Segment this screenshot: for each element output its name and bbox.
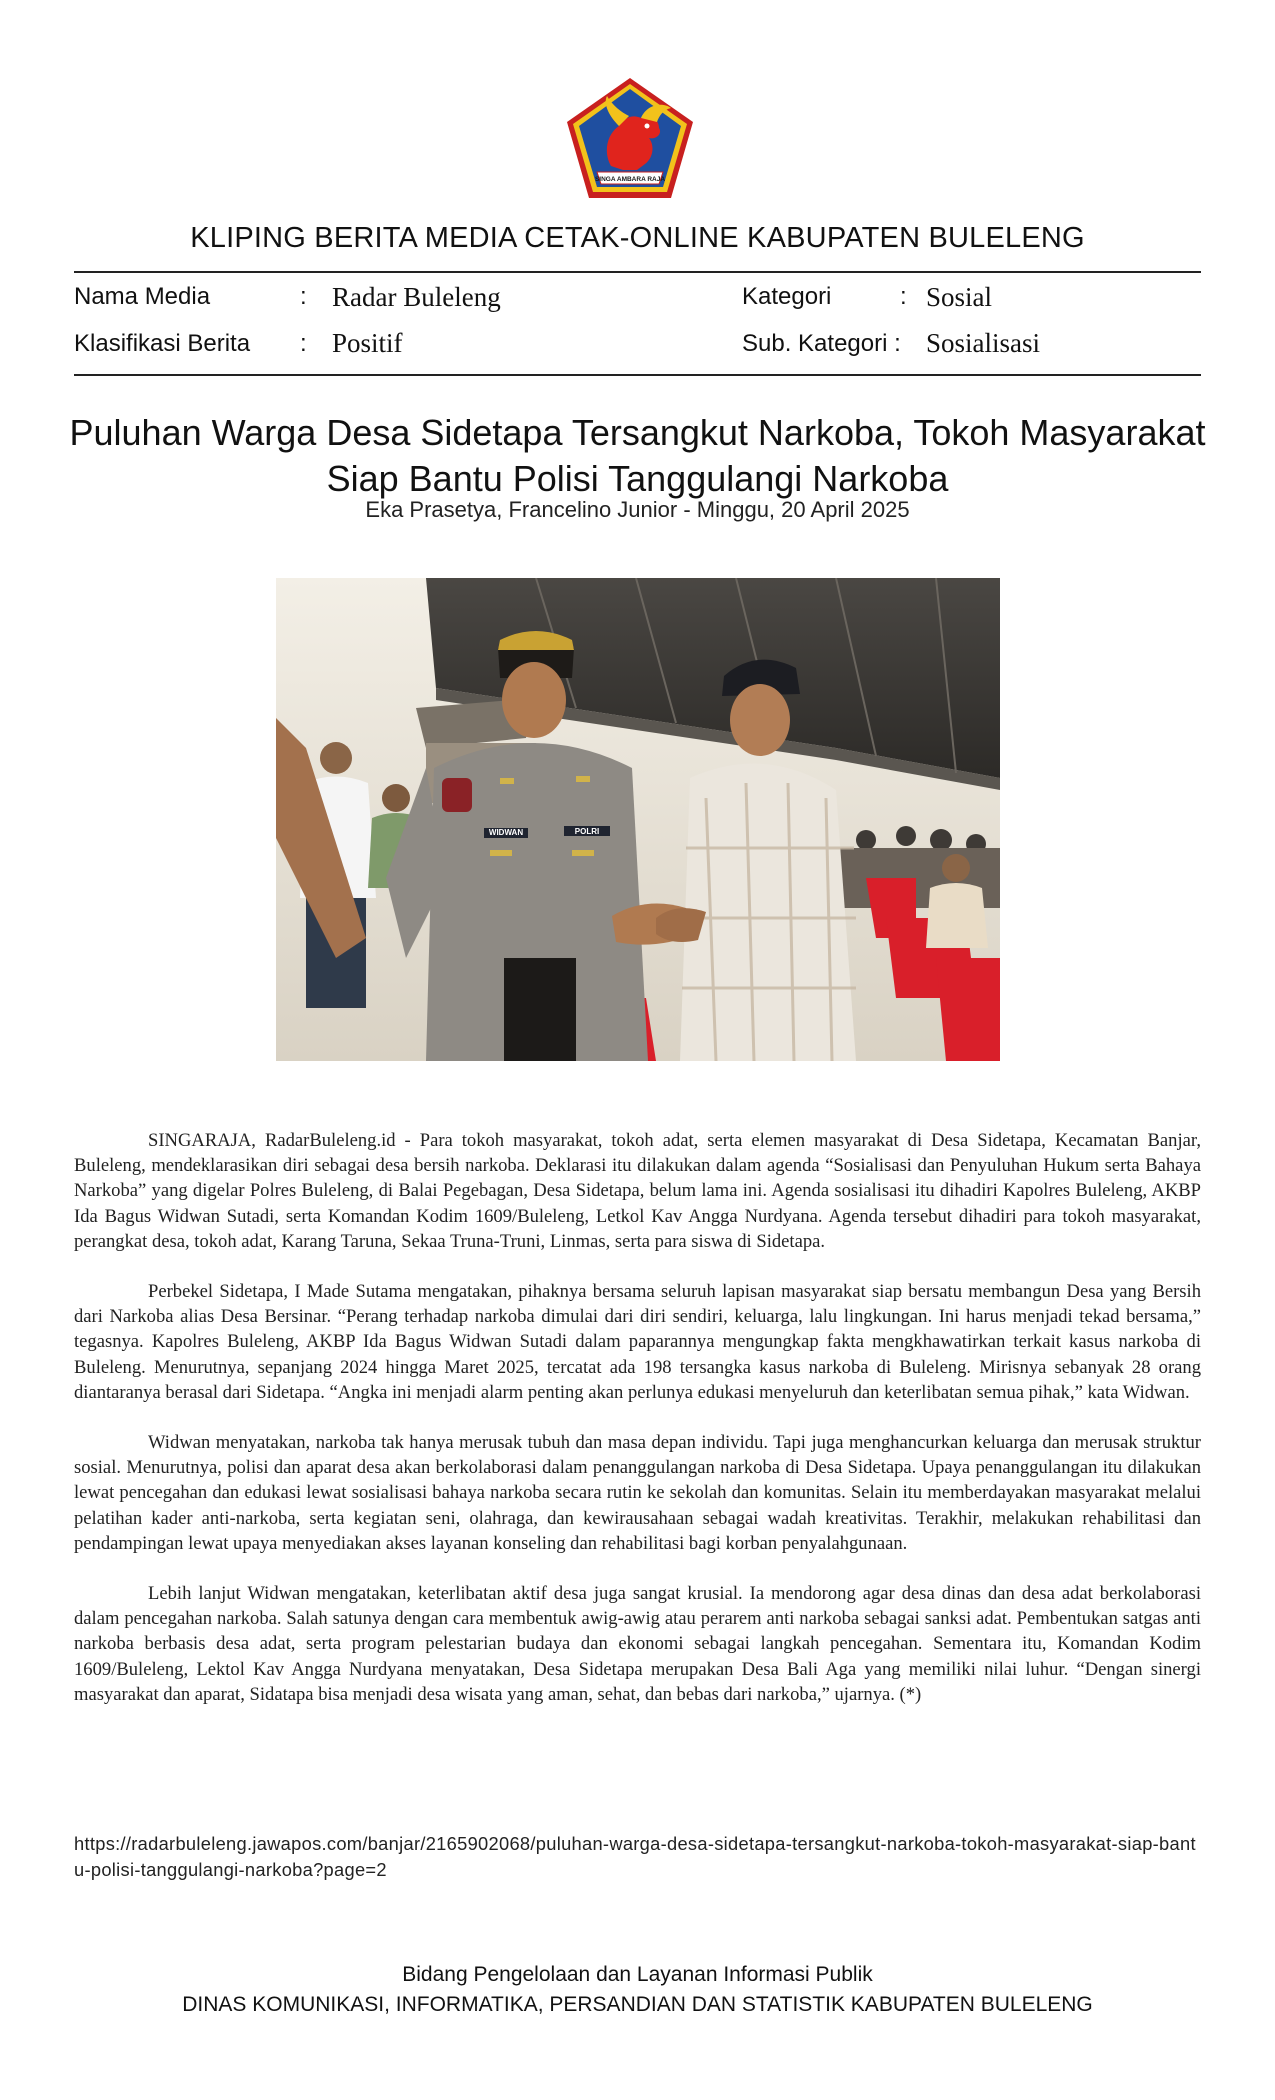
article-paragraph: Widwan menyatakan, narkoba tak hanya merusak tubuh dan masa depan individu. Tapi juga menghancurkan keluarga dan merusak struktur sosial. Menurutnya, polisi dan aparat desa akan berkolaborasi dalam penanggulangan narkoba di Desa Sidetapa. Upaya penanggulangan itu dilakukan lewat pencegahan dan edukasi lewat sosialisasi bahaya narkoba secara rutin ke sekolah dan komunitas. Selain itu memberdayakan masyarakat melalui pelatihan kader anti-narkoba, serta kegiatan seni, olahraga, dan kewirausahaan sebagai wadah kreativitas. Terakhir, melakukan rehabilitasi dan pendampingan lewat upaya menyediakan akses layanan konseling dan rehabilitasi bagi korban penyalahgunaan. [74,1432,1201,1554]
kategori-label: Kategori [742,283,832,310]
kategori-value: Sosial [926,282,993,312]
source-url[interactable]: https://radarbuleleng.jawapos.com/banjar/2165902068/puluhan-warga-desa-sidetapa-tersangkut-narkoba-tokoh-masyarakat-siap-bantu-polisi-tanggulangi-narkoba?page=2 [74,1833,1196,1880]
logo-motto: SINGA AMBARA RAJA [594,176,666,183]
photo-polri-tag: POLRI [574,827,600,836]
sub-kategori-value: Sosialisasi [926,328,1041,358]
klasifikasi-value: Positif [332,328,403,358]
nama-media-value: Radar Buleleng [332,282,501,312]
article-paragraph: Lebih lanjut Widwan mengatakan, keterlibatan aktif desa juga sangat krusial. Ia mendorong agar desa dinas dan desa adat berkolaborasi dalam pencegahan narkoba. Salah satunya dengan cara membentuk awig-awig atau perarem anti narkoba sebagai sanksi adat. Pembentukan satgas anti narkoba berbasis desa adat, serta program pelestarian budaya dan ekonomi sebagai langkah pencegahan. Sementara itu, Komandan Kodim 1609/Buleleng, Lektol Kav Angga Nurdyana menyatakan, Desa Sidetapa merupakan Desa Bali Aga yang memiliki nilai luhur. “Dengan sinergi masyarakat dan aparat, Sidatapa bisa menjadi desa wisata yang aman, sehat, dan bebas dari narkoba,” ujarnya. (*) [74,1583,1201,1705]
footer-department: Bidang Pengelolaan dan Layanan Informasi Publik [402,1963,873,1986]
nama-media-label: Nama Media [74,283,211,310]
header-divider-top [74,271,1201,273]
klasifikasi-label: Klasifikasi Berita [74,330,251,357]
nama-media-colon: : [300,283,307,310]
headline-line-1: Puluhan Warga Desa Sidetapa Tersangkut Narkoba, Tokoh Masyarakat [69,412,1206,453]
headline-line-2: Siap Bantu Polisi Tanggulangi Narkoba [326,458,949,499]
photo-name-tag: WIDWAN [488,828,524,837]
footer-agency: DINAS KOMUNIKASI, INFORMATIKA, PERSANDIAN DAN STATISTIK KABUPATEN BULELENG [182,1993,1093,2016]
article-paragraph: Perbekel Sidetapa, I Made Sutama mengatakan, pihaknya bersama seluruh lapisan masyarakat siap bersatu membangun Desa yang Bersih dari Narkoba alias Desa Bersinar. “Perang terhadap narkoba dimulai dari diri sendiri, keluarga, lalu lingkungan. Ini harus menjadi tekad bersama,” tegasnya. Kapolres Buleleng, AKBP Ida Bagus Widwan Sutadi dalam paparannya mengungkap fakta mengkhawatirkan terkait kasus narkoba di Buleleng. Menurutnya, sepanjang 2024 hingga Maret 2025, tercatat ada 198 tersangka kasus narkoba di Buleleng. Mirisnya sebanyak 28 orang diantaranya berasal dari Sidetapa. “Angka ini menjadi alarm penting akan perlunya edukasi menyeluruh dan keterlibatan semua pihak,” kata Widwan. [74,1281,1201,1403]
article-photo [276,578,1000,1061]
klasifikasi-colon: : [300,330,307,357]
article-headline [0,410,1275,502]
sub-kategori-label: Sub. Kategori : [742,330,901,357]
kabupaten-buleleng-logo [563,74,697,202]
article-body [74,1128,1201,1732]
kategori-colon: : [900,283,907,310]
article-paragraph: SINGARAJA, RadarBuleleng.id - Para tokoh masyarakat, tokoh adat, serta elemen masyarakat di Desa Sidetapa, Kecamatan Banjar, Buleleng, mendeklarasikan diri sebagai desa bersih narkoba. Deklarasi itu dilakukan dalam agenda “Sosialisasi dan Penyuluhan Hukum serta Bahaya Narkoba” yang digelar Polres Buleleng, di Balai Pegebagan, Desa Sidetapa, belum lama ini. Agenda sosialisasi itu dihadiri Kapolres Buleleng, AKBP Ida Bagus Widwan Sutadi, serta Komandan Kodim 1609/Buleleng, Letkol Kav Angga Nurdyana. Agenda tersebut dihadiri para tokoh masyarakat, perangkat desa, tokoh adat, Karang Taruna, Sekaa Truna-Truni, Linmas, serta para siswa di Sidetapa. [74,1130,1201,1252]
header-divider-bottom [74,374,1201,376]
page-title: KLIPING BERITA MEDIA CETAK-ONLINE KABUPATEN BULELENG [190,222,1085,254]
article-byline: Eka Prasetya, Francelino Junior - Minggu, 20 April 2025 [365,497,910,522]
